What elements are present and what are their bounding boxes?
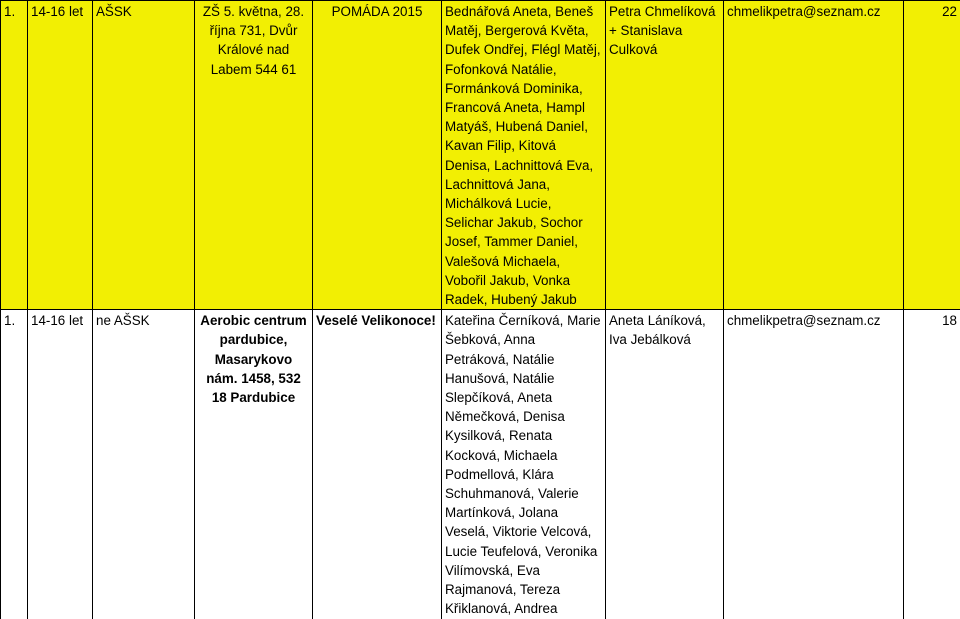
type-cell: AŠSK	[93, 1, 195, 310]
pupils-cell: Bednářová Aneta, Beneš Matěj, Bergerová Květa, Dufek Ondřej, Flégl Matěj, Fofonková Natálie, Formánková Dominika, Francová Aneta, Hampl Matyáš, Hubená Daniel, Kavan Filip, Kitová Denisa, Lachnittová Eva, Lachnittová Jana, Michálková Lucie, Selichar Jakub, Sochor Josef, Tammer Daniel, Valešová Michaela, Vobořil Jakub, Vonka Radek, Hubený Jakub	[442, 1, 606, 310]
order-cell: 1.	[1, 1, 28, 310]
order-cell: 1.	[1, 310, 28, 619]
email-cell: chmelikpetra@seznam.cz	[724, 1, 904, 310]
count-cell: 22	[904, 1, 960, 310]
email-cell: chmelikpetra@seznam.cz	[724, 310, 904, 619]
table-row	[1, 1, 960, 310]
performance-name-cell: Veselé Velikonoce!	[313, 310, 442, 619]
teacher-cell: Aneta Láníková, Iva Jebálková	[606, 310, 724, 619]
school-cell: ZŠ 5. května, 28. října 731, Dvůr Králové nad Labem 544 61	[195, 1, 313, 310]
category-cell: 14-16 let	[28, 310, 93, 619]
type-cell: ne AŠSK	[93, 310, 195, 619]
count-cell: 18	[904, 310, 960, 619]
table-row	[1, 310, 960, 619]
pupils-cell: Kateřina Černíková, Marie Šebková, Anna Petráková, Natálie Hanušová, Natálie Slepčíková, Aneta Němečková, Denisa Kysilková, Renata Kocková, Michaela Podmellová, Klára Schuhmanová, Valerie Martínková, Jolana Veselá, Viktorie Velcová, Lucie Teufelová, Veronika Vilímovská, Eva Rajmanová, Tereza Křiklanová, Andrea	[442, 310, 606, 619]
performance-name-cell: POMÁDA 2015	[313, 1, 442, 310]
teacher-cell: Petra Chmelíková + Stanislava Culková	[606, 1, 724, 310]
school-cell: Aerobic centrum pardubice, Masarykovo nám. 1458, 532 18 Pardubice	[195, 310, 313, 619]
category-cell: 14-16 let	[28, 1, 93, 310]
